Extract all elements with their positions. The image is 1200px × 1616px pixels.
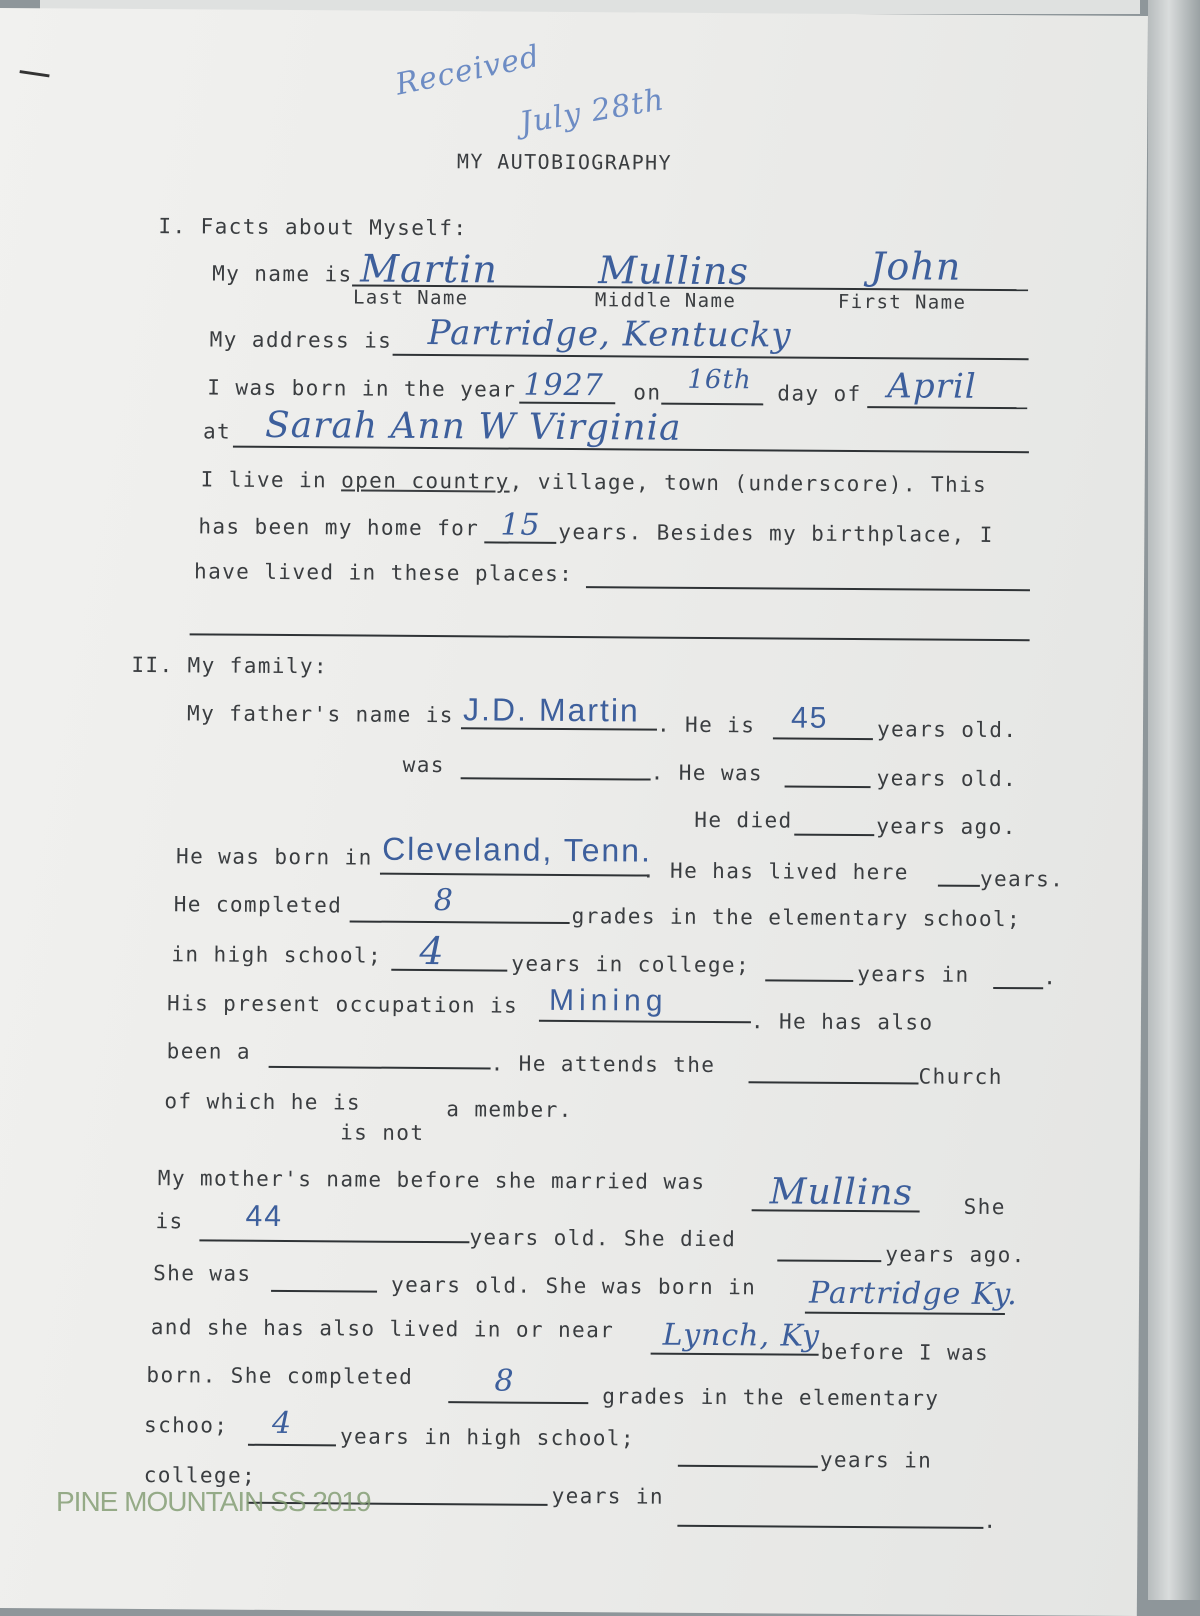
lived-places-label: have lived in these places:: [193, 559, 574, 587]
home-label-start: has been my home for: [198, 514, 480, 541]
been-a-line: [269, 1066, 491, 1070]
address-value: Partridge, Kentucky: [427, 312, 792, 356]
autobiography-form: [0, 8, 1148, 1616]
middle-name-caption: Middle Name: [594, 289, 737, 313]
schoo-label: schoo;: [144, 1413, 229, 1438]
was-line: [461, 777, 651, 780]
stacked-pages-edge: [1148, 0, 1200, 1600]
born-month-value: April: [887, 366, 977, 407]
is-label: is: [155, 1209, 184, 1234]
live-line-end: , village, town (underscore). This: [509, 469, 988, 497]
last-name-caption: Last Name: [352, 286, 469, 310]
before-label: before I was: [820, 1339, 990, 1365]
in-high-school-label: in high school;: [171, 942, 383, 968]
he-died-label: He died: [694, 807, 793, 833]
lived-here-line: [938, 885, 980, 887]
mother-elem-line: [448, 1401, 588, 1404]
she-label: She: [963, 1194, 1006, 1220]
of-which-label: of which he is: [164, 1089, 362, 1115]
years-ago-label-2: years ago.: [885, 1242, 1026, 1268]
father-name-value: J.D. Martin: [462, 691, 640, 729]
mother-age-value: 44: [245, 1199, 284, 1234]
years-in-label-3: years in: [551, 1483, 665, 1509]
occupation-label: His present occupation is: [166, 991, 519, 1018]
mother-name-value: Mullins: [769, 1171, 914, 1214]
he-died-line: [794, 834, 874, 837]
name-label: My name is: [212, 261, 353, 287]
mother-hs-value: 4: [272, 1405, 293, 1442]
a-member-label: a member.: [446, 1097, 573, 1123]
received-note-line2: July 28th: [517, 82, 668, 142]
father-age-line: [773, 737, 873, 740]
years-label-1: years.: [979, 866, 1065, 892]
period-1: .: [1043, 965, 1058, 990]
years-ago-label-1: years ago.: [876, 814, 1017, 840]
day-of-label: day of: [777, 381, 862, 407]
section-2-heading: II. My family:: [131, 652, 329, 679]
she-died-label: years old. She died: [469, 1225, 737, 1252]
father-hs-value: 4: [419, 928, 445, 974]
she-born-label: years old. She was born in: [391, 1272, 757, 1300]
was-label: was: [402, 752, 445, 778]
at-label: at: [202, 419, 232, 444]
years-old-label-1: years old.: [876, 717, 1018, 743]
page-title: MY AUTOBIOGRAPHY: [456, 149, 673, 175]
period-2: .: [983, 1508, 998, 1534]
open-country-underlined: open country: [341, 468, 510, 494]
pencil-mark: [19, 70, 49, 77]
been-a-label: been a: [166, 1039, 252, 1064]
live-line-start: I live in: [200, 467, 342, 493]
address-label: My address is: [209, 327, 393, 353]
watermark: PINE MOUNTAIN SS 2019: [56, 1486, 371, 1517]
years-in-label-1: years in: [857, 962, 970, 987]
home-label-end: years. Besides my birthplace, I: [558, 519, 994, 547]
father-hs-line: [391, 969, 507, 972]
years-in-label-2: years in: [819, 1447, 933, 1473]
born-day-line: [661, 403, 763, 406]
he-was-line: [785, 785, 871, 788]
mother-born-value: Partridge Ky.: [808, 1275, 1018, 1313]
mother-label: My mother's name before she married was: [157, 1166, 706, 1194]
years-in-college-label: years in college;: [511, 951, 751, 978]
has-also-label: . He has also: [750, 1009, 934, 1035]
he-was-label: . He was: [650, 760, 764, 786]
church-line: [749, 1081, 919, 1084]
father-age-value: 45: [790, 701, 829, 735]
first-name-caption: First Name: [837, 290, 967, 314]
lived-here-label: . He has lived here: [641, 858, 909, 885]
father-born-value: Cleveland, Tenn.: [382, 830, 653, 869]
born-label: I was born in the year: [207, 375, 517, 402]
she-died-line: [777, 1259, 881, 1262]
attends-label: . He attends the: [490, 1051, 716, 1078]
years-old-label-2: years old.: [876, 766, 1018, 792]
live-line: [201, 467, 988, 496]
grades-elem-label: grades in the elementary school;: [571, 904, 1022, 932]
on-label: on: [633, 380, 662, 405]
home-years-value: 15: [500, 507, 541, 543]
last-name-value: Martin: [360, 246, 498, 292]
mother-elem-value: 8: [494, 1363, 515, 1399]
also-lived-label: and she has also lived in or near: [150, 1315, 615, 1343]
is-not-label: is not: [340, 1120, 425, 1145]
completed-label: He completed: [173, 892, 343, 918]
middle-name-value: Mullins: [598, 248, 750, 294]
father-born-line: [380, 873, 648, 877]
grades-in-elem-label: grades in the elementary: [602, 1384, 940, 1411]
born-year-value: 1927: [523, 367, 604, 404]
mother-age-line: [199, 1239, 469, 1243]
received-note-line1: Received: [392, 38, 544, 103]
father-elem-line: [350, 920, 570, 924]
he-is-label: . He is: [656, 712, 756, 738]
father-label: My father's name is: [186, 701, 454, 728]
father-born-label: He was born in: [175, 844, 373, 870]
mother-college-line: [678, 1465, 818, 1468]
church-label: Church: [918, 1064, 1003, 1090]
mother-hs-line: [248, 1444, 336, 1447]
she-was-line: [271, 1290, 377, 1293]
college-label: college;: [143, 1463, 257, 1488]
born-day-value: 16th: [687, 364, 752, 396]
mother-lived-value: Lynch, Ky: [662, 1317, 821, 1354]
years-in-hs-label: years in high school;: [339, 1424, 636, 1451]
lived-places-line-2: [190, 633, 1030, 641]
birthplace-value: Sarah Ann W Virginia: [264, 404, 682, 449]
college-years-line: [765, 979, 853, 982]
father-elem-value: 8: [433, 883, 454, 919]
lived-places-line-1: [586, 586, 1030, 591]
father-occupation-value: Mining: [548, 983, 668, 1018]
born-completed-label: born. She completed: [146, 1363, 414, 1389]
years-in-line-1: [993, 987, 1043, 989]
occupation-line: [539, 1020, 751, 1023]
first-name-value: John: [870, 244, 962, 289]
she-was-label: She was: [153, 1261, 252, 1286]
mother-born-line: [805, 1312, 1005, 1315]
years-in-line-3: [677, 1525, 983, 1529]
section-1-heading: I. Facts about Myself:: [158, 214, 468, 241]
